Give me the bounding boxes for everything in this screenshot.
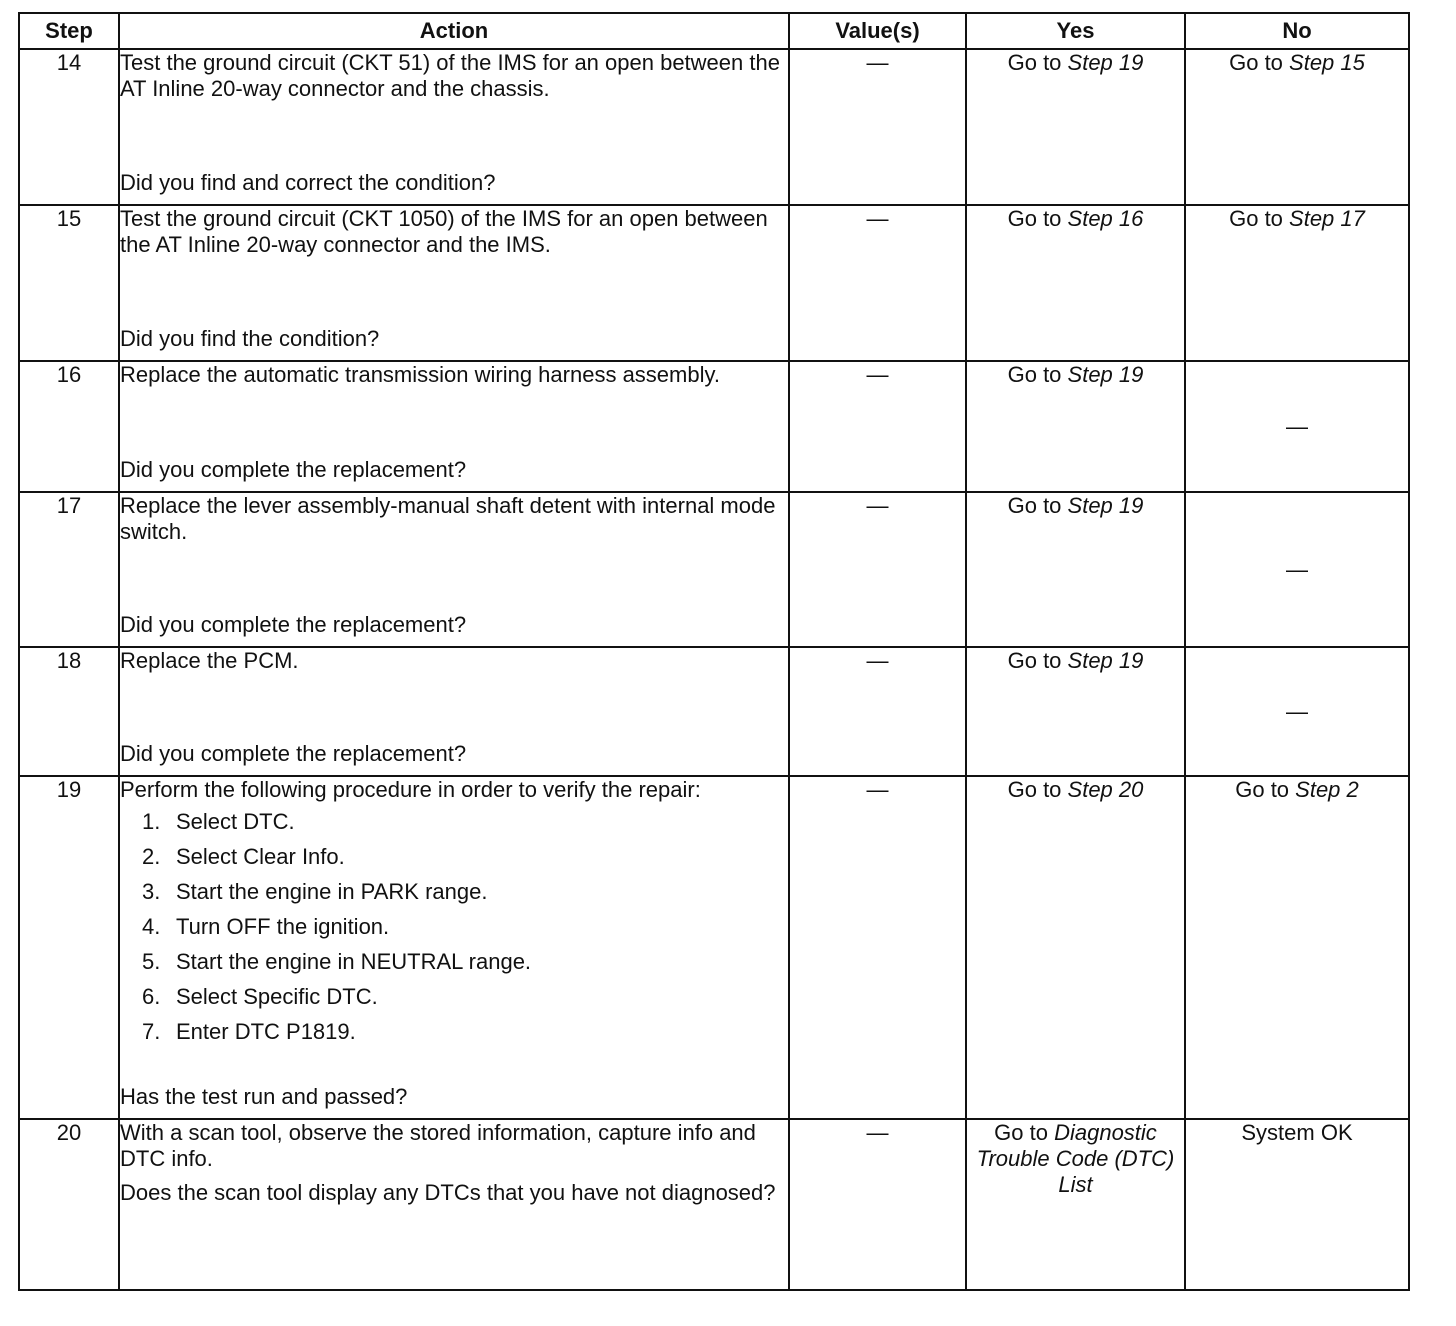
action-cell [119,49,789,205]
no-prefix: Go to [1229,206,1290,231]
header-no: No [1185,13,1409,49]
header-values: Value(s) [789,13,966,49]
action-cell [119,492,789,647]
no-cell: — [1185,647,1409,776]
no-cell: — [1185,492,1409,647]
yes-cell [966,492,1185,647]
value-cell: — [789,361,966,492]
step-number: 19 [19,776,119,1119]
table-row [19,1119,1409,1290]
list-item: 5. Start the engine in NEUTRAL range. [142,949,532,974]
yes-prefix: Go to [1007,777,1068,802]
yes-step-link[interactable]: Step 19 [1067,50,1144,75]
list-item: 3. Start the engine in PARK range. [142,879,488,904]
action-cell [119,205,789,361]
yes-prefix: Go to [1007,362,1068,387]
no-cell: System OK [1185,1119,1409,1290]
yes-cell [966,205,1185,361]
list-item: 4. Turn OFF the ignition. [142,914,390,939]
action-cell [119,776,789,1119]
table-row [19,361,1409,492]
no-step-link[interactable]: Step 15 [1289,50,1365,75]
yes-prefix: Go to [1007,648,1068,673]
yes-cell [966,49,1185,205]
no-step-link[interactable]: Step 17 [1289,206,1365,231]
value-cell: — [789,205,966,361]
list-item: 7. Enter DTC P1819. [142,1019,356,1044]
yes-step-link[interactable]: Step 19 [1067,648,1144,673]
yes-cell [966,1119,1185,1290]
table-row [19,49,1409,205]
action-question: Did you find and correct the condition? [120,170,496,195]
action-question: Has the test run and passed? [120,1084,408,1109]
yes-prefix: Go to [994,1120,1055,1145]
header-step: Step [19,13,119,49]
value-cell: — [789,492,966,647]
table-row [19,205,1409,361]
action-question: Did you find the condition? [120,326,380,351]
yes-prefix: Go to [1007,493,1068,518]
no-cell: — [1185,361,1409,492]
no-cell [1185,776,1409,1119]
yes-cell [966,361,1185,492]
action-question: Did you complete the replacement? [120,741,467,766]
no-cell [1185,205,1409,361]
action-text: Replace the PCM. [120,648,299,673]
action-text: With a scan tool, observe the stored information, capture info and DTC info. [120,1120,756,1171]
no-prefix: Go to [1235,777,1296,802]
step-number: 20 [19,1119,119,1290]
action-cell [119,361,789,492]
step-number: 18 [19,647,119,776]
header-yes: Yes [966,13,1185,49]
action-text: Replace the automatic transmission wiring harness assembly. [120,362,720,387]
no-cell [1185,49,1409,205]
header-action: Action [119,13,789,49]
action-question: Did you complete the replacement? [120,612,467,637]
list-item: 6. Select Specific DTC. [142,984,378,1009]
action-text: Test the ground circuit (CKT 1050) of the IMS for an open between the AT Inline 20-way connector and the IMS. [120,206,768,257]
yes-step-link[interactable]: Step 19 [1067,493,1144,518]
yes-cell [966,647,1185,776]
yes-prefix: Go to [1007,206,1068,231]
step-number: 17 [19,492,119,647]
step-number: 14 [19,49,119,205]
table-row [19,776,1409,1119]
procedure-list [120,809,788,1054]
diagnostic-table [18,12,1410,1291]
yes-prefix: Go to [1007,50,1068,75]
list-item: 2. Select Clear Info. [142,844,345,869]
action-question: Did you complete the replacement? [120,457,467,482]
yes-step-link[interactable]: Step 16 [1067,206,1144,231]
list-item: 1. Select DTC. [142,809,295,834]
step-number: 15 [19,205,119,361]
yes-cell [966,776,1185,1119]
action-text: Perform the following procedure in order to verify the repair: [120,777,701,802]
table-row [19,492,1409,647]
header-row [19,13,1409,49]
step-number: 16 [19,361,119,492]
action-cell [119,647,789,776]
value-cell: — [789,49,966,205]
yes-step-link[interactable]: Step 19 [1067,362,1144,387]
table-row [19,647,1409,776]
no-prefix: Go to [1229,50,1290,75]
action-text: Test the ground circuit (CKT 51) of the IMS for an open between the AT Inline 20-way connector and the chassis. [120,50,780,101]
value-cell: — [789,776,966,1119]
action-text: Replace the lever assembly-manual shaft detent with internal mode switch. [120,493,776,544]
action-cell [119,1119,789,1290]
yes-step-link[interactable]: Step 20 [1067,777,1144,802]
no-step-link[interactable]: Step 2 [1295,777,1359,802]
value-cell: — [789,647,966,776]
yes-dtc-list-link[interactable]: Diagnostic Trouble Code (DTC) List [976,1120,1175,1197]
value-cell: — [789,1119,966,1290]
action-question: Does the scan tool display any DTCs that you have not diagnosed? [120,1180,776,1205]
